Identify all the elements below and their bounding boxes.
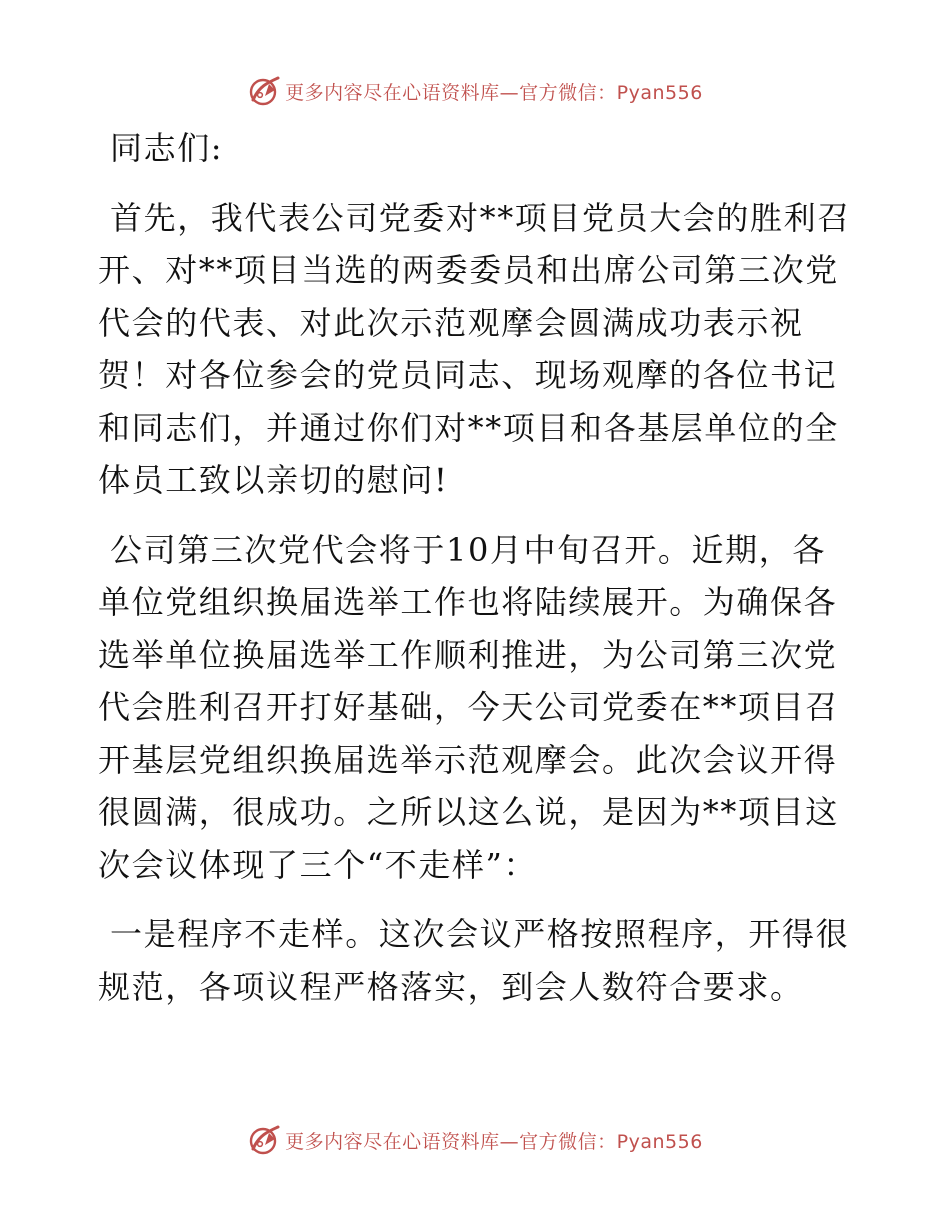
document-body bbox=[98, 122, 858, 1013]
pen-swirl-logo-icon bbox=[247, 74, 281, 108]
pen-swirl-logo-icon bbox=[247, 1123, 281, 1157]
footer-banner bbox=[0, 1120, 950, 1160]
salutation: 同志们: bbox=[110, 129, 224, 167]
header-banner bbox=[0, 71, 950, 111]
footer-banner-text: 更多内容尽在心语资料库—官方微信：Pyan556 bbox=[285, 1130, 703, 1153]
paragraph-3: 一是程序不走样。这次会议严格按照程序，开得很规范，各项议程严格落实，到会人数符合要求。 bbox=[98, 915, 850, 1006]
header-banner-text: 更多内容尽在心语资料库—官方微信：Pyan556 bbox=[285, 81, 703, 104]
paragraph-1: 首先，我代表公司党委对**项目党员大会的胜利召开、对**项目当选的两委委员和出席公司第三次党代会的代表、对此次示范观摩会圆满成功表示祝贺！对各位参会的党员同志、现场观摩的各位书记和同志们，并通过你们对**项目和各基层单位的全体员工致以亲切的慰问! bbox=[98, 198, 851, 499]
paragraph-2: 公司第三次党代会将于10月中旬召开。近期，各单位党组织换届选举工作也将陆续展开。为确保各选举单位换届选举工作顺利推进，为公司第三次党代会胜利召开打好基础，今天公司党委在**项目召开基层党组织换届选举示范观摩会。此次会议开得很圆满，很成功。之所以这么说，是因为**项目这次会议体现了三个“不走样”： bbox=[98, 530, 839, 884]
